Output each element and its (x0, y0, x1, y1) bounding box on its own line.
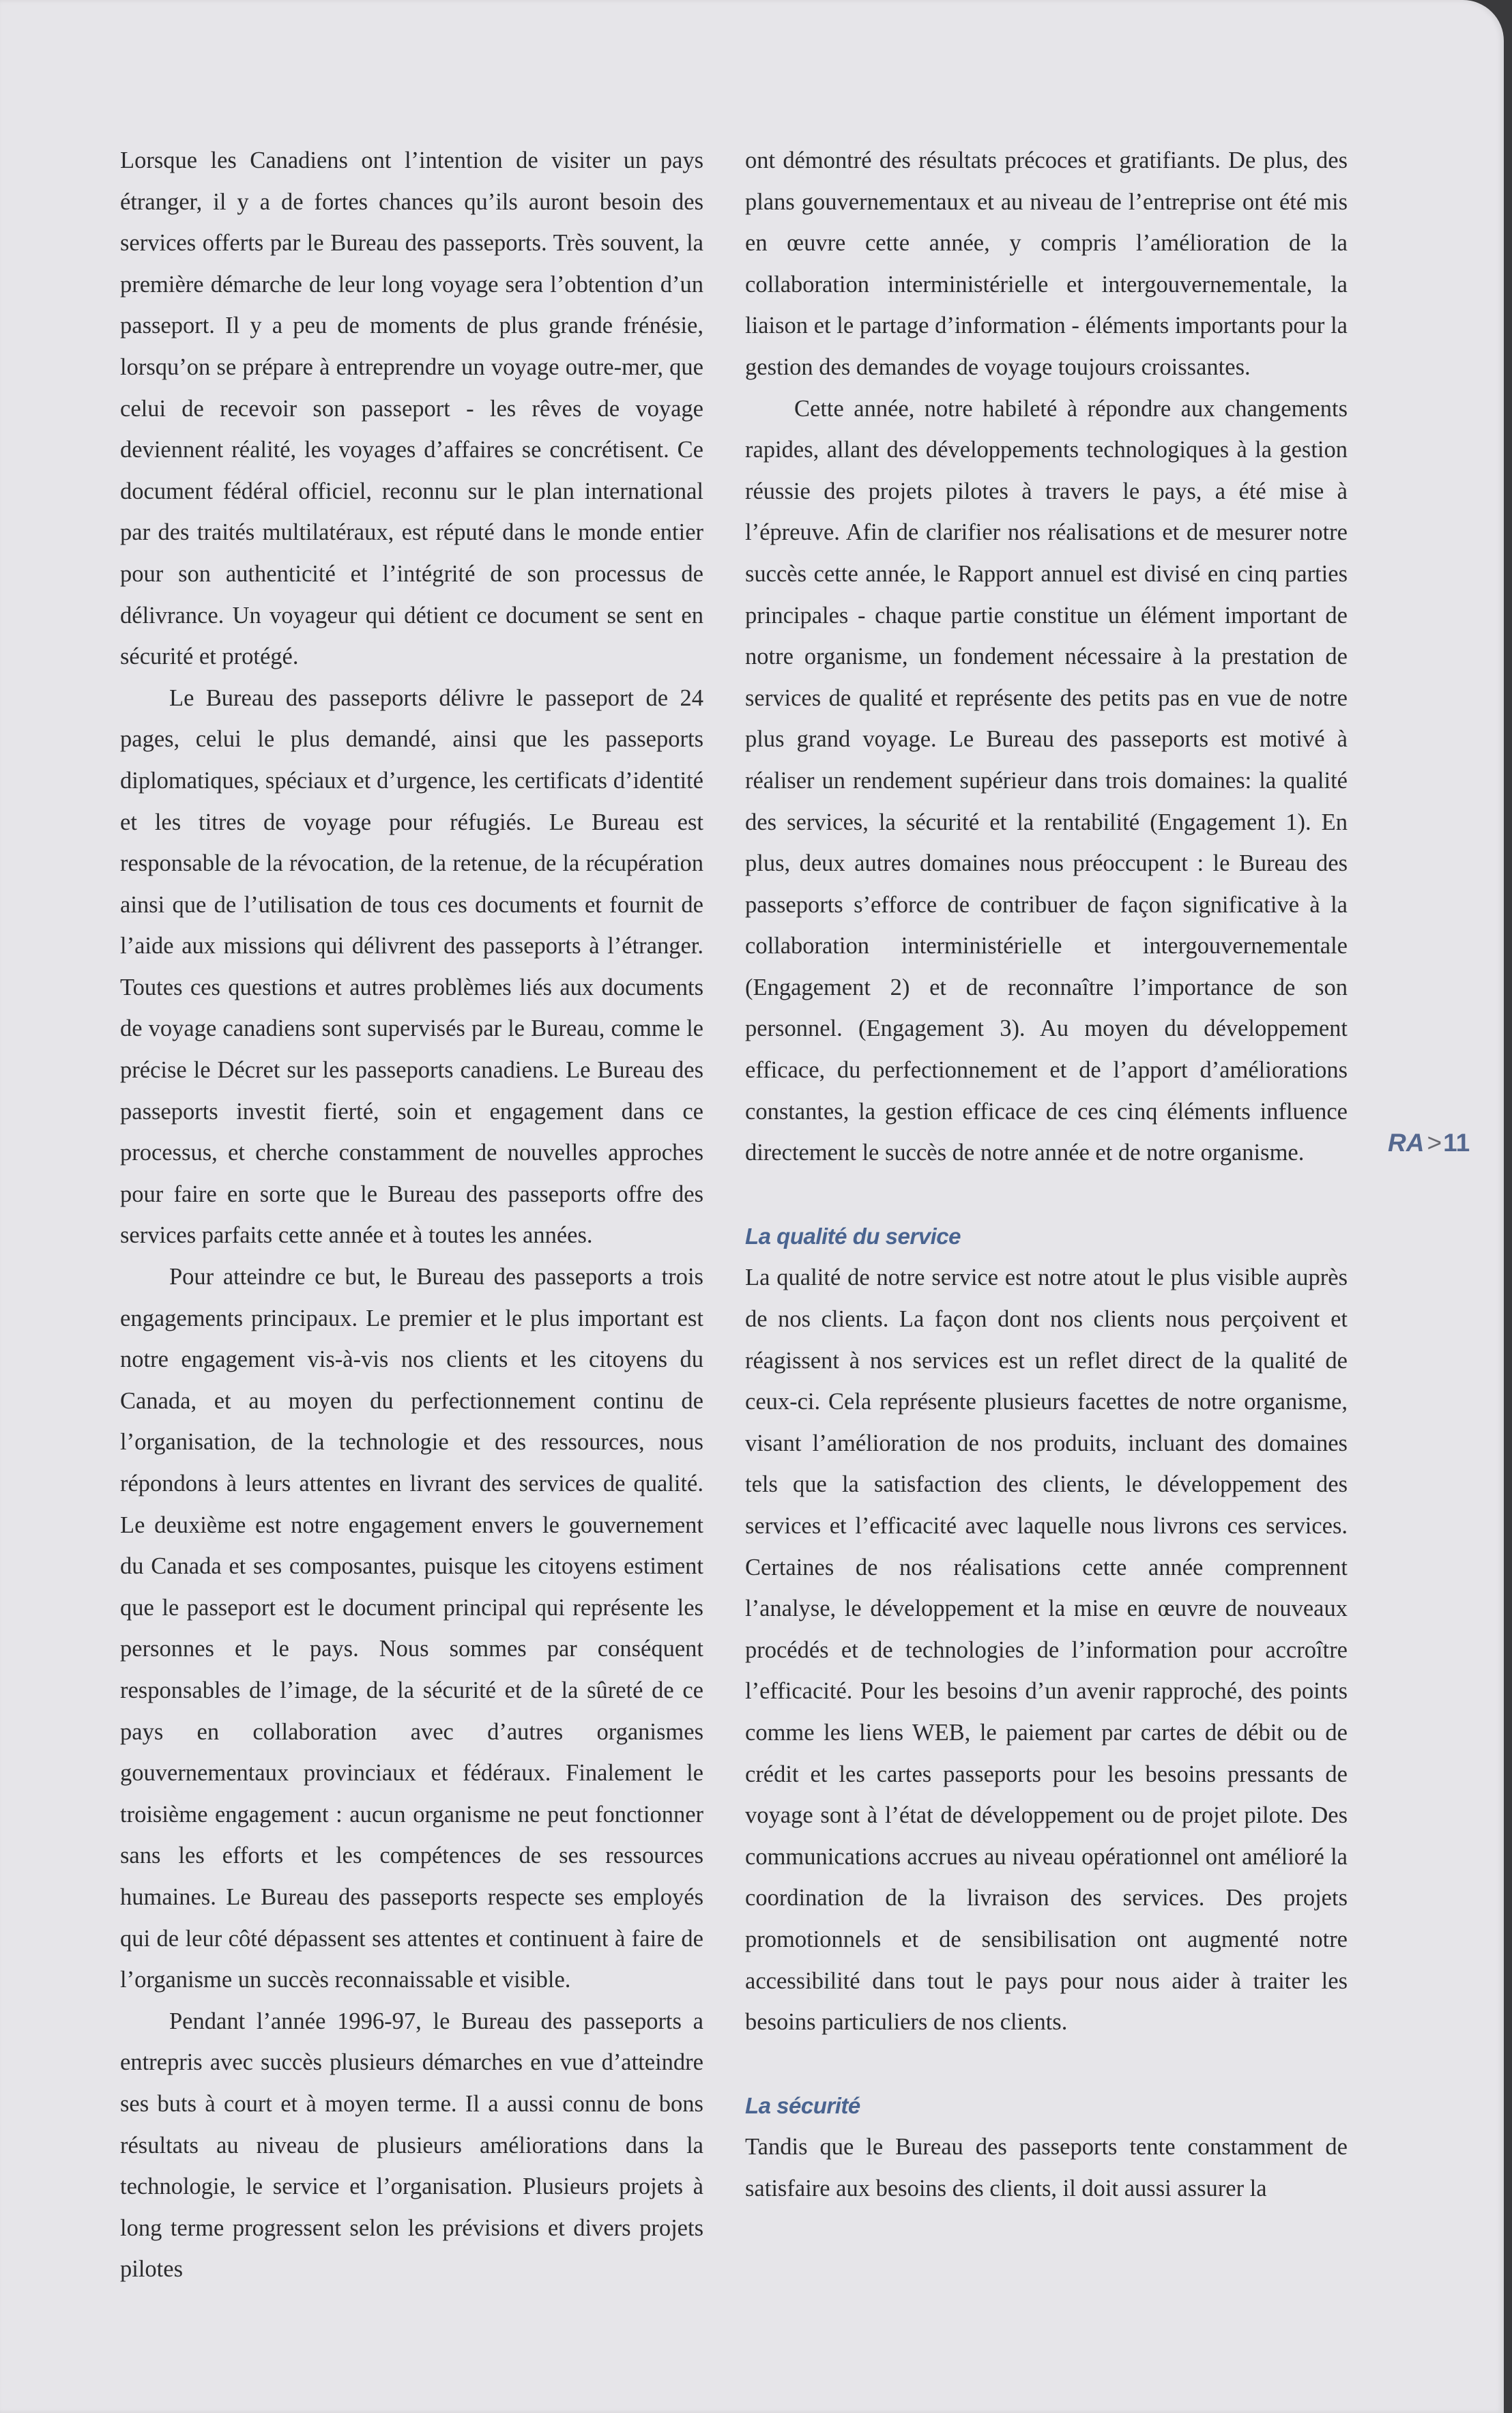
body-paragraph: Le Bureau des passeports délivre le passeport de 24 pages, celui le plus demandé, ainsi que les passeports diplomatiques, spéciaux et d’urgence, les certificats d’identité et les titres de voyage pour réfugiés. Le Bureau est responsable de la révocation, de la retenue, de la récupération ainsi que de l’utilisation de tous ces documents et fournit de l’aide aux missions qui délivrent des passeports à l’étranger. Toutes ces questions et autres problèmes liés aux documents de voyage canadiens sont supervisés par le Bureau, comme le précise le Décret sur les passeports canadiens. Le Bureau des passeports investit fierté, soin et engagement dans ce processus, et cherche constamment de nouvelles approches pour faire en sorte que le Bureau des passeports offre des services parfaits cette année et à toutes les années. (120, 684, 703, 1249)
page-number: 11 (1443, 1129, 1470, 1157)
section-heading-security: La sécurité (745, 2092, 860, 2118)
body-paragraph: ont démontré des résultats précoces et gratifiants. De plus, des plans gouvernementaux et au niveau de l’entreprise ont été mis en œuvre cette année, y compris l’amélioration de la collaboration interministérielle et intergouvernementale, la liaison et le partage d’information - éléments importants pour la gestion des demandes de voyage toujours croissantes. (745, 147, 1348, 380)
body-paragraph: Pendant l’année 1996-97, le Bureau des passeports a entrepris avec succès plusieurs démarches en vue d’atteindre ses buts à court et à moyen terme. Il a aussi connu de bons résultats au niveau de plusieurs améliorations dans la technologie, le service et l’organisation. Plusieurs projets à long terme progressent selon les prévisions et divers projets pilotes (120, 2008, 703, 2283)
left-column (120, 140, 703, 2290)
body-paragraph: Cette année, notre habileté à répondre aux changements rapides, allant des développements technologiques à la gestion réussie des projets pilotes à travers le pays, a été mise à l’épreuve. Afin de clarifier nos réalisations et de mesurer notre succès cette année, le Rapport annuel est divisé en cinq parties principales - chaque partie constitue un élément important de notre organisme, un fondement nécessaire à la prestation de services de qualité et représente des petits pas en vue de notre plus grand voyage. Le Bureau des passeports est motivé à réaliser un rendement supérieur dans trois domaines: la qualité des services, la sécurité et la rentabilité (Engagement 1). En plus, deux autres domaines nous préoccupent : le Bureau des passeports s’efforce de contribuer de façon significative à la collaboration interministérielle et intergouvernementale (Engagement 2) et de reconnaître l’importance de son personnel. (Engagement 3). Au moyen du développement efficace, du perfectionnement et de l’apport d’améliorations constantes, la gestion efficace de ces cinq éléments influence directement le succès de notre année et de notre organisme. (745, 395, 1348, 1166)
section-heading-service-quality: La qualité du service (745, 1223, 961, 1249)
body-paragraph: Lorsque les Canadiens ont l’intention de visiter un pays étranger, il y a de fortes chances qu’ils auront besoin des services offerts par le Bureau des passeports. Très souvent, la première démarche de leur long voyage sera l’obtention d’un passeport. Il y a peu de moments de plus grande frénésie, lorsqu’on se prépare à entreprendre un voyage outre-mer, que celui de recevoir son passeport - les rêves de voyage deviennent réalité, les voyages d’affaires se concrétisent. Ce document fédéral officiel, reconnu sur le plan international par des traités multilatéraux, est réputé dans le monde entier pour son authenticité et l’intégrité de son processus de délivrance. Un voyageur qui détient ce document se sent en sécurité et protégé. (120, 147, 703, 670)
folio-prefix: RA (1388, 1129, 1425, 1157)
body-paragraph: Pour atteindre ce but, le Bureau des passeports a trois engagements principaux. Le premier et le plus important est notre engagement vis-à-vis nos clients et les citoyens du Canada, et au moyen du perfectionnement continu de l’organisation, de la technologie et des ressources, nous répondons à leurs attentes en livrant des services de qualité. Le deuxième est notre engagement envers le gouvernement du Canada et ses composantes, puisque les citoyens estiment que le passeport est le document principal qui représente les personnes et le pays. Nous sommes par conséquent responsables de l’image, de la sécurité et de la sûreté de ce pays en collaboration avec d’autres organismes gouvernementaux provinciaux et fédéraux. Finalement le troisième engagement : aucun organisme ne peut fonctionner sans les efforts et les compétences de ses ressources humaines. Le Bureau des passeports respecte ses employés qui de leur côté dépassent ses attentes et continuent à faire de l’organisme un succès reconnaissable et visible. (120, 1264, 703, 1993)
right-column (745, 140, 1348, 2210)
folio-separator: > (1427, 1129, 1442, 1157)
body-paragraph: La qualité de notre service est notre atout le plus visible auprès de nos clients. La façon dont nos clients nous perçoivent et réagissent à nos services est un reflet direct de la qualité de ceux-ci. Cela représente plusieurs facettes de notre organisme, visant l’amélioration de nos produits, incluant des domaines tels que la satisfaction des clients, le développement des services et l’efficacité avec laquelle nous livrons ces services. Certaines de nos réalisations cette année comprennent l’analyse, le développement et la mise en œuvre de nouveaux procédés et de technologies de l’information pour accroître l’efficacité. Pour les besoins d’un avenir rapproché, des points comme les liens WEB, le paiement par cartes de débit ou de crédit et les cartes passeports pour les besoins pressants de voyage sont à l’état de développement ou de projet pilote. Des communications accrues au niveau opérationnel ont amélioré la coordination de la livraison des services. Des projets promotionnels et de sensibilisation ont augmenté notre accessibilité dans tout le pays pour nous aider à traiter les besoins particuliers de nos clients. (745, 1265, 1348, 2036)
page-folio (1388, 1127, 1470, 1159)
body-paragraph: Tandis que le Bureau des passeports tente constamment de satisfaire aux besoins des clients, il doit aussi assurer la (745, 2134, 1348, 2201)
